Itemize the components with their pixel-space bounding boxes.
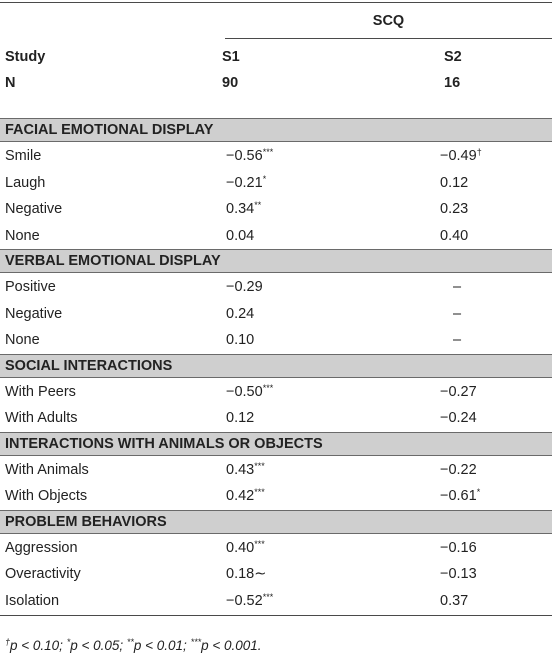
- table-row: [0, 223, 552, 249]
- footnote-mark-3: **: [126, 637, 134, 647]
- group-header-rule: [225, 38, 552, 39]
- cell-s2: [440, 593, 468, 609]
- table-row: [0, 274, 552, 300]
- cell-value: 0.34: [226, 201, 255, 217]
- row-label: With Animals: [5, 461, 89, 478]
- cell-s1: [226, 566, 266, 582]
- significance-mark: ***: [254, 460, 265, 471]
- row-label: Positive: [5, 279, 56, 295]
- cell-s1: [226, 279, 263, 295]
- section-header: [0, 432, 552, 456]
- table-row: [0, 143, 552, 169]
- significance-mark: *: [476, 487, 481, 497]
- cell-value: −0.50: [226, 383, 263, 400]
- row-label: Overactivity: [5, 566, 81, 582]
- significance-mark: ***: [262, 147, 274, 157]
- cell-s2: [453, 332, 461, 348]
- table-row: [0, 457, 552, 483]
- cell-value: −0.21: [226, 174, 263, 191]
- cell-value: 0.23: [440, 201, 469, 217]
- section-header: [0, 249, 552, 273]
- cell-value: 0.18∼: [226, 566, 267, 582]
- cell-value: 0.10: [226, 332, 255, 348]
- section-title: SOCIAL INTERACTIONS: [5, 357, 173, 374]
- row-label: None: [5, 227, 40, 244]
- cell-s2: [440, 201, 468, 217]
- row-label: Negative: [5, 201, 63, 217]
- top-rule: [0, 2, 552, 3]
- header-n-s2: 16: [444, 75, 461, 91]
- cell-value: −0.49: [440, 148, 477, 164]
- significance-mark: ***: [262, 591, 274, 602]
- cell-s2: [440, 148, 482, 164]
- significance-mark: **: [254, 200, 262, 210]
- cell-s2: [453, 306, 461, 322]
- section-title: INTERACTIONS WITH ANIMALS OR OBJECTS: [5, 435, 323, 452]
- cell-s2: [440, 488, 480, 504]
- footnote-text-2: p < 0.05;: [70, 638, 127, 653]
- row-label: With Objects: [5, 488, 88, 504]
- cell-value: −0.52: [226, 592, 263, 609]
- cell-value: −0.13: [440, 566, 477, 582]
- cell-value: 0.04: [226, 227, 255, 244]
- row-label: With Peers: [5, 383, 76, 400]
- cell-value: 0.12: [440, 174, 469, 191]
- cell-s1: [226, 148, 273, 164]
- cell-value: 0.24: [226, 305, 255, 322]
- table-row: [0, 170, 552, 196]
- cell-value: 0.37: [440, 592, 469, 609]
- cell-s1: [226, 488, 265, 504]
- row-label: Negative: [5, 305, 63, 322]
- header-n-s1: 90: [222, 75, 239, 91]
- cell-value: –: [453, 305, 462, 322]
- row-label: Aggression: [5, 539, 78, 556]
- footnote-text-3: p < 0.01;: [133, 638, 191, 653]
- cell-value: 0.12: [226, 410, 255, 426]
- table-row: [0, 405, 552, 431]
- cell-s1: [226, 175, 266, 191]
- header-n-label: N: [5, 75, 16, 91]
- cell-s1: [226, 306, 254, 322]
- cell-s1: [226, 540, 265, 556]
- section-header: [0, 510, 552, 534]
- significance-mark: ***: [254, 487, 265, 497]
- significance-mark: ***: [254, 538, 265, 549]
- cell-value: 0.40: [440, 227, 469, 244]
- cell-s2: [440, 462, 477, 478]
- row-label: Laugh: [5, 174, 46, 191]
- footnote-text-4: p < 0.001.: [201, 638, 262, 653]
- cell-s1: [226, 332, 254, 348]
- cell-value: –: [453, 332, 462, 348]
- cell-s2: [440, 410, 477, 426]
- table-row: [0, 588, 552, 614]
- footnote-text-1: p < 0.10;: [10, 638, 67, 653]
- table-row: [0, 483, 552, 509]
- cell-value: –: [453, 279, 462, 295]
- cell-value: −0.24: [440, 410, 477, 426]
- bottom-rule: [0, 615, 552, 616]
- cell-value: −0.56: [226, 148, 263, 164]
- footnote-mark-1: †: [5, 637, 11, 647]
- cell-s1: [226, 384, 273, 400]
- table-row: [0, 327, 552, 353]
- row-label: With Adults: [5, 410, 78, 426]
- cell-value: −0.16: [440, 539, 477, 556]
- section-title: FACIAL EMOTIONAL DISPLAY: [5, 122, 214, 138]
- cell-value: −0.27: [440, 383, 477, 400]
- header-study-label: Study: [5, 49, 46, 65]
- cell-value: −0.22: [440, 461, 477, 478]
- footnote: [5, 638, 262, 653]
- header-row-study: [0, 45, 552, 71]
- cell-s2: [440, 566, 477, 582]
- cell-s2: [440, 384, 477, 400]
- section-title: PROBLEM BEHAVIORS: [5, 513, 167, 530]
- cell-value: −0.29: [226, 279, 263, 295]
- cell-s2: [440, 540, 477, 556]
- table-row: [0, 535, 552, 561]
- significance-mark: †: [476, 147, 482, 157]
- footnote-mark-4: ***: [190, 637, 202, 647]
- cell-s2: [453, 279, 461, 295]
- significance-mark: *: [262, 173, 267, 184]
- cell-s1: [226, 593, 273, 609]
- section-header: [0, 118, 552, 142]
- table-row: [0, 561, 552, 587]
- header-s1: S1: [222, 49, 240, 65]
- cell-s1: [226, 410, 254, 426]
- row-label: Smile: [5, 148, 42, 164]
- footnote-mark-2: *: [66, 637, 71, 647]
- cell-value: 0.43: [226, 461, 255, 478]
- cell-value: 0.42: [226, 488, 255, 504]
- significance-mark: ***: [262, 382, 274, 393]
- section-header: [0, 354, 552, 378]
- cell-s2: [440, 175, 468, 191]
- cell-s1: [226, 201, 261, 217]
- table-row: [0, 301, 552, 327]
- row-label: Isolation: [5, 592, 60, 609]
- cell-s1: [226, 228, 254, 244]
- cell-value: 0.40: [226, 539, 255, 556]
- section-title: VERBAL EMOTIONAL DISPLAY: [5, 253, 221, 269]
- group-header: SCQ: [372, 13, 405, 29]
- header-row-n: [0, 71, 552, 97]
- cell-value: −0.61: [440, 488, 477, 504]
- table-row: [0, 196, 552, 222]
- cell-s2: [440, 228, 468, 244]
- header-s2: S2: [444, 49, 462, 65]
- table-row: [0, 379, 552, 405]
- cell-s1: [226, 462, 265, 478]
- row-label: None: [5, 332, 40, 348]
